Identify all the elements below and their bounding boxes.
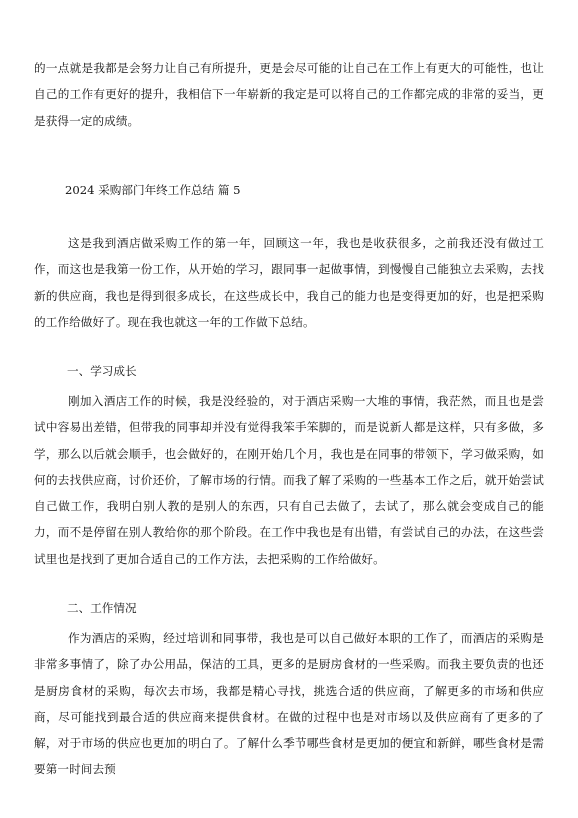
paragraph-top: 的一点就是我都是会努力让自己有所提升，更是会尽可能的让自己在工作上有更大的可能性，也让自己的工作有更好的提升，我相信下一年崭新的我定是可以将自己的工作都完成的非常的妥当，更是获得一定的成绩。 bbox=[34, 61, 544, 128]
paragraph-intro: 这是我到酒店做采购工作的第一年，回顾这一年，我也是收获很多，之前我还没有做过工作，而这也是我第一份工作，从开始的学习，跟同事一起做事情，到慢慢自己能独立去采购，去找新的供应商，我也是得到很多成长，在这些成长中，我自己的能力也是变得更加的好，也是把采购的工作给做好了。现在我也就这一年的工作做下总结。 bbox=[34, 236, 544, 329]
paragraph-learning: 刚加入酒店工作的时候，我是没经验的，对于酒店采购一大堆的事情，我茫然，而且也是尝试中容易出差错，但带我的同事却并没有觉得我笨手笨脚的，而是说新人都是这样，只有多做，多学，那么以后就会顺手，也会做好的，在刚开始几个月，我也是在同事的带领下，学习做采购，如何的去找供应商，讨价还价，了解市场的行情。而我了解了采购的一些基本工作之后，就开始尝试自己做工作，我明白别人教的是别人的东西，只有自己去做了，去试了，那么就会变成自己的能力，而不是停留在别人教给你的那个阶段。在工作中我也是有出错，有尝试自己的办法，在这些尝试里也是找到了更加合适自己的工作方法，去把采购的工作给做好。 bbox=[34, 394, 544, 566]
section-title: 2024 采购部门年终工作总结 篇 5 bbox=[65, 183, 241, 197]
heading-work: 二、工作情况 bbox=[67, 601, 137, 615]
paragraph-work: 作为酒店的采购，经过培训和同事带，我也是可以自己做好本职的工作了，而酒店的采购是非常多事情了，除了办公用品，保洁的工具，更多的是厨房食材的一些采购。而我主要负责的也还是厨房食材的采购，每次去市场，我都是精心寻找，挑选合适的供应商，了解更多的市场和供应商，尽可能找到最合适的供应商来提供食材。在做的过程中也是对市场以及供应商有了更多的了解，对于市场的供应也更加的明白了。了解什么季节哪些食材是更加的便宜和新鲜，哪些食材是需要第一时间去预 bbox=[34, 631, 544, 777]
heading-learning: 一、学习成长 bbox=[67, 364, 137, 378]
